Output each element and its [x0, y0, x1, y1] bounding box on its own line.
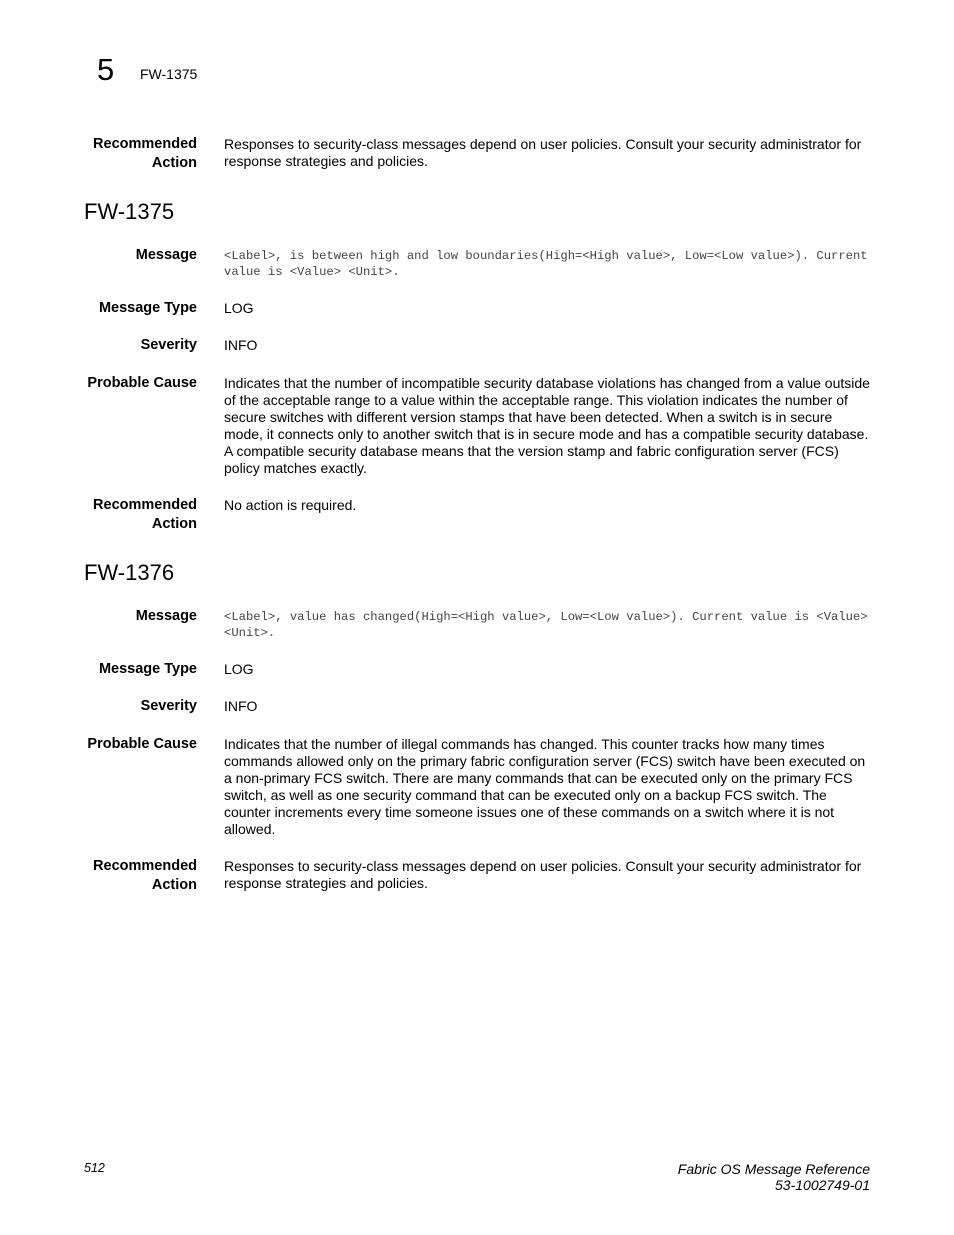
recommended-action-label: Recommended Action [93, 858, 197, 893]
footer-doc-info [678, 1161, 870, 1193]
message-type-value: LOG [224, 300, 254, 316]
probable-cause-text: Indicates that the number of illegal commands has changed. This counter tracks how many times commands allowed only on the primary fabric configuration server (FCS) switch have been executed on a non-primary FCS switch. There are many commands that can be executed only on the primary FCS switch, as well as one security command that can be executed only on a backup FCS switch. The counter increments every time someone issues one of these commands on a switch where it is not allowed. [224, 736, 866, 838]
message-label: Message [135, 608, 197, 624]
section-title-fw-1375: FW-1375 [84, 199, 175, 224]
recommended-action-text: Responses to security-class messages depend on user policies. Consult your security administrator for response strategies and policies. [224, 136, 862, 170]
severity-label: Severity [140, 337, 197, 353]
recommended-action-text: No action is required. [224, 497, 357, 513]
book-title: Fabric OS Message Reference [677, 1161, 870, 1177]
recommended-action-label: Recommended Action [93, 136, 197, 171]
severity-value: INFO [224, 337, 258, 353]
severity-value: INFO [224, 698, 258, 714]
section-title-fw-1376: FW-1376 [84, 560, 175, 585]
message-type-label: Message Type [98, 300, 197, 316]
probable-cause-text: Indicates that the number of incompatible security database violations has changed from a value outside of the acceptable range to a value within the acceptable range. This violation indicates the number of secure switches with different version stamps that have been detected. When a switch is in secure mode, it connects only to another switch that is in secure mode and has a compatible security database. A compatible security database means that the version stamp and fabric configuration server (FCS) policy matches exactly. [224, 375, 870, 477]
chapter-number: 5 [97, 52, 115, 87]
doc-number: 53-1002749-01 [775, 1177, 870, 1193]
message-text: <Label>, is between high and low boundaries(High=<High value>, Low=<Low value>). Current value is <Value> <Unit>. [224, 249, 868, 279]
recommended-action-label: Recommended Action [93, 497, 197, 532]
probable-cause-label: Probable Cause [87, 736, 197, 752]
message-label: Message [135, 247, 197, 263]
message-type-label: Message Type [98, 661, 197, 677]
message-type-value: LOG [224, 661, 254, 677]
probable-cause-label: Probable Cause [87, 375, 197, 391]
message-text: <Label>, value has changed(High=<High value>, Low=<Low value>). Current value is <Value> <Unit>. [224, 610, 868, 640]
page-number: 512 [84, 1161, 105, 1175]
running-header: FW-1375 [140, 66, 198, 82]
recommended-action-text: Responses to security-class messages depend on user policies. Consult your security administrator for response strategies and policies. [224, 858, 862, 892]
severity-label: Severity [140, 698, 197, 714]
